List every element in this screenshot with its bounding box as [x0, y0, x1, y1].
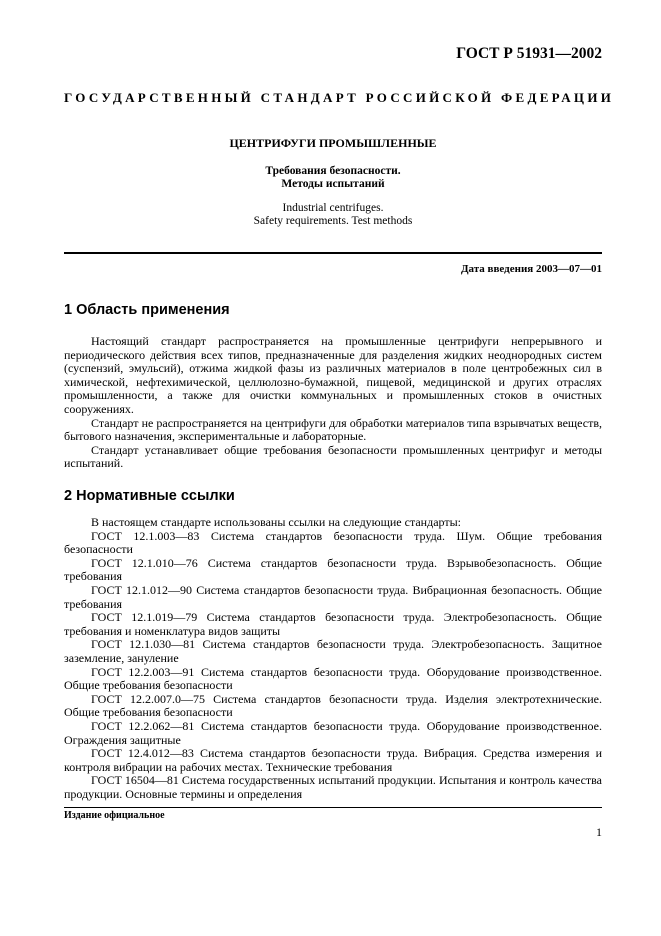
reference-item: ГОСТ 12.1.010—76 Система стандартов безопасности труда. Взрывобезопасность. Общие требования — [64, 555, 602, 584]
introduction-date: Дата введения 2003—07—01 — [460, 263, 602, 275]
document-title: ЦЕНТРИФУГИ ПРОМЫШЛЕННЫЕ — [229, 136, 437, 150]
reference-item: ГОСТ 12.4.012—83 Система стандартов безопасности труда. Вибрация. Средства измерения и контроля вибрации на рабочих местах. Технические требования — [64, 746, 602, 774]
section-1-paragraph: Стандарт не распространяется на центрифуги для обработки материалов типа взрывчатых веществ, бытового назначения, экспериментальные и лабораторные. — [64, 415, 602, 444]
page-number: 1 — [596, 825, 602, 839]
section-1-paragraph: Стандарт устанавливает общие требования безопасности промышленных центрифуг и методы испытаний. — [64, 442, 602, 471]
section-1-paragraph: Настоящий стандарт распространяется на промышленные центрифуги непрерывного и периодического действия всех типов, предназначенные для разделения жидких неоднородных систем (суспензий, эмульсий), отжима жидкой фазы из различных материалов в поле центробежных сил в химической, нефтехимической, целлюлозно-бумажной, пищевой, медицинской и других отраслях промышленности, а также для очистки коммунальных и промышленных стоков в очистных сооружениях. — [64, 334, 602, 416]
reference-item: ГОСТ 12.1.019—79 Система стандартов безопасности труда. Электробезопасность. Общие требования и номенклатура видов защиты — [64, 610, 602, 638]
reference-item: ГОСТ 12.1.030—81 Система стандартов безопасности труда. Электробезопасность. Защитное заземление, зануление — [64, 637, 602, 665]
section-1-heading: 1 Область применения — [64, 302, 230, 318]
reference-item: ГОСТ 12.1.003—83 Система стандартов безопасности труда. Шум. Общие требования безопасности — [64, 528, 602, 557]
reference-item: ГОСТ 16504—81 Система государственных испытаний продукции. Испытания и контроль качества продукции. Основные термины и определения — [64, 773, 602, 801]
standard-number: ГОСТ Р 51931—2002 — [456, 45, 602, 62]
subtitle-line-1: Требования безопасности. — [265, 165, 401, 177]
reference-item: ГОСТ 12.2.003—91 Система стандартов безопасности труда. Оборудование производственное. Общие требования безопасности — [64, 664, 602, 693]
english-title-line-1: Industrial centrifuges. — [282, 202, 384, 214]
subtitle-line-2: Методы испытаний — [281, 178, 385, 190]
header-divider — [64, 252, 602, 254]
references-intro: В настоящем стандарте использованы ссылки на следующие стандарты: — [91, 515, 462, 529]
section-1-body — [64, 335, 602, 471]
footer-divider — [64, 807, 602, 808]
english-title — [64, 202, 602, 228]
official-edition-label: Издание официальное — [64, 810, 165, 821]
section-2-body — [64, 516, 602, 801]
reference-item: ГОСТ 12.1.012—90 Система стандартов безопасности труда. Вибрационная безопасность. Общие требования — [64, 582, 602, 611]
reference-item: ГОСТ 12.2.007.0—75 Система стандартов безопасности труда. Изделия электротехнические. Общие требования безопасности — [64, 691, 602, 720]
document-subtitle — [64, 165, 602, 191]
reference-item: ГОСТ 12.2.062—81 Система стандартов безопасности труда. Оборудование производственное. Ограждения защитные — [64, 718, 602, 747]
section-2-heading: 2 Нормативные ссылки — [64, 488, 235, 504]
state-standard-heading: ГОСУДАРСТВЕННЫЙ СТАНДАРТ РОССИЙСКОЙ ФЕДЕРАЦИИ — [64, 90, 615, 105]
english-title-line-2: Safety requirements. Test methods — [253, 215, 413, 227]
